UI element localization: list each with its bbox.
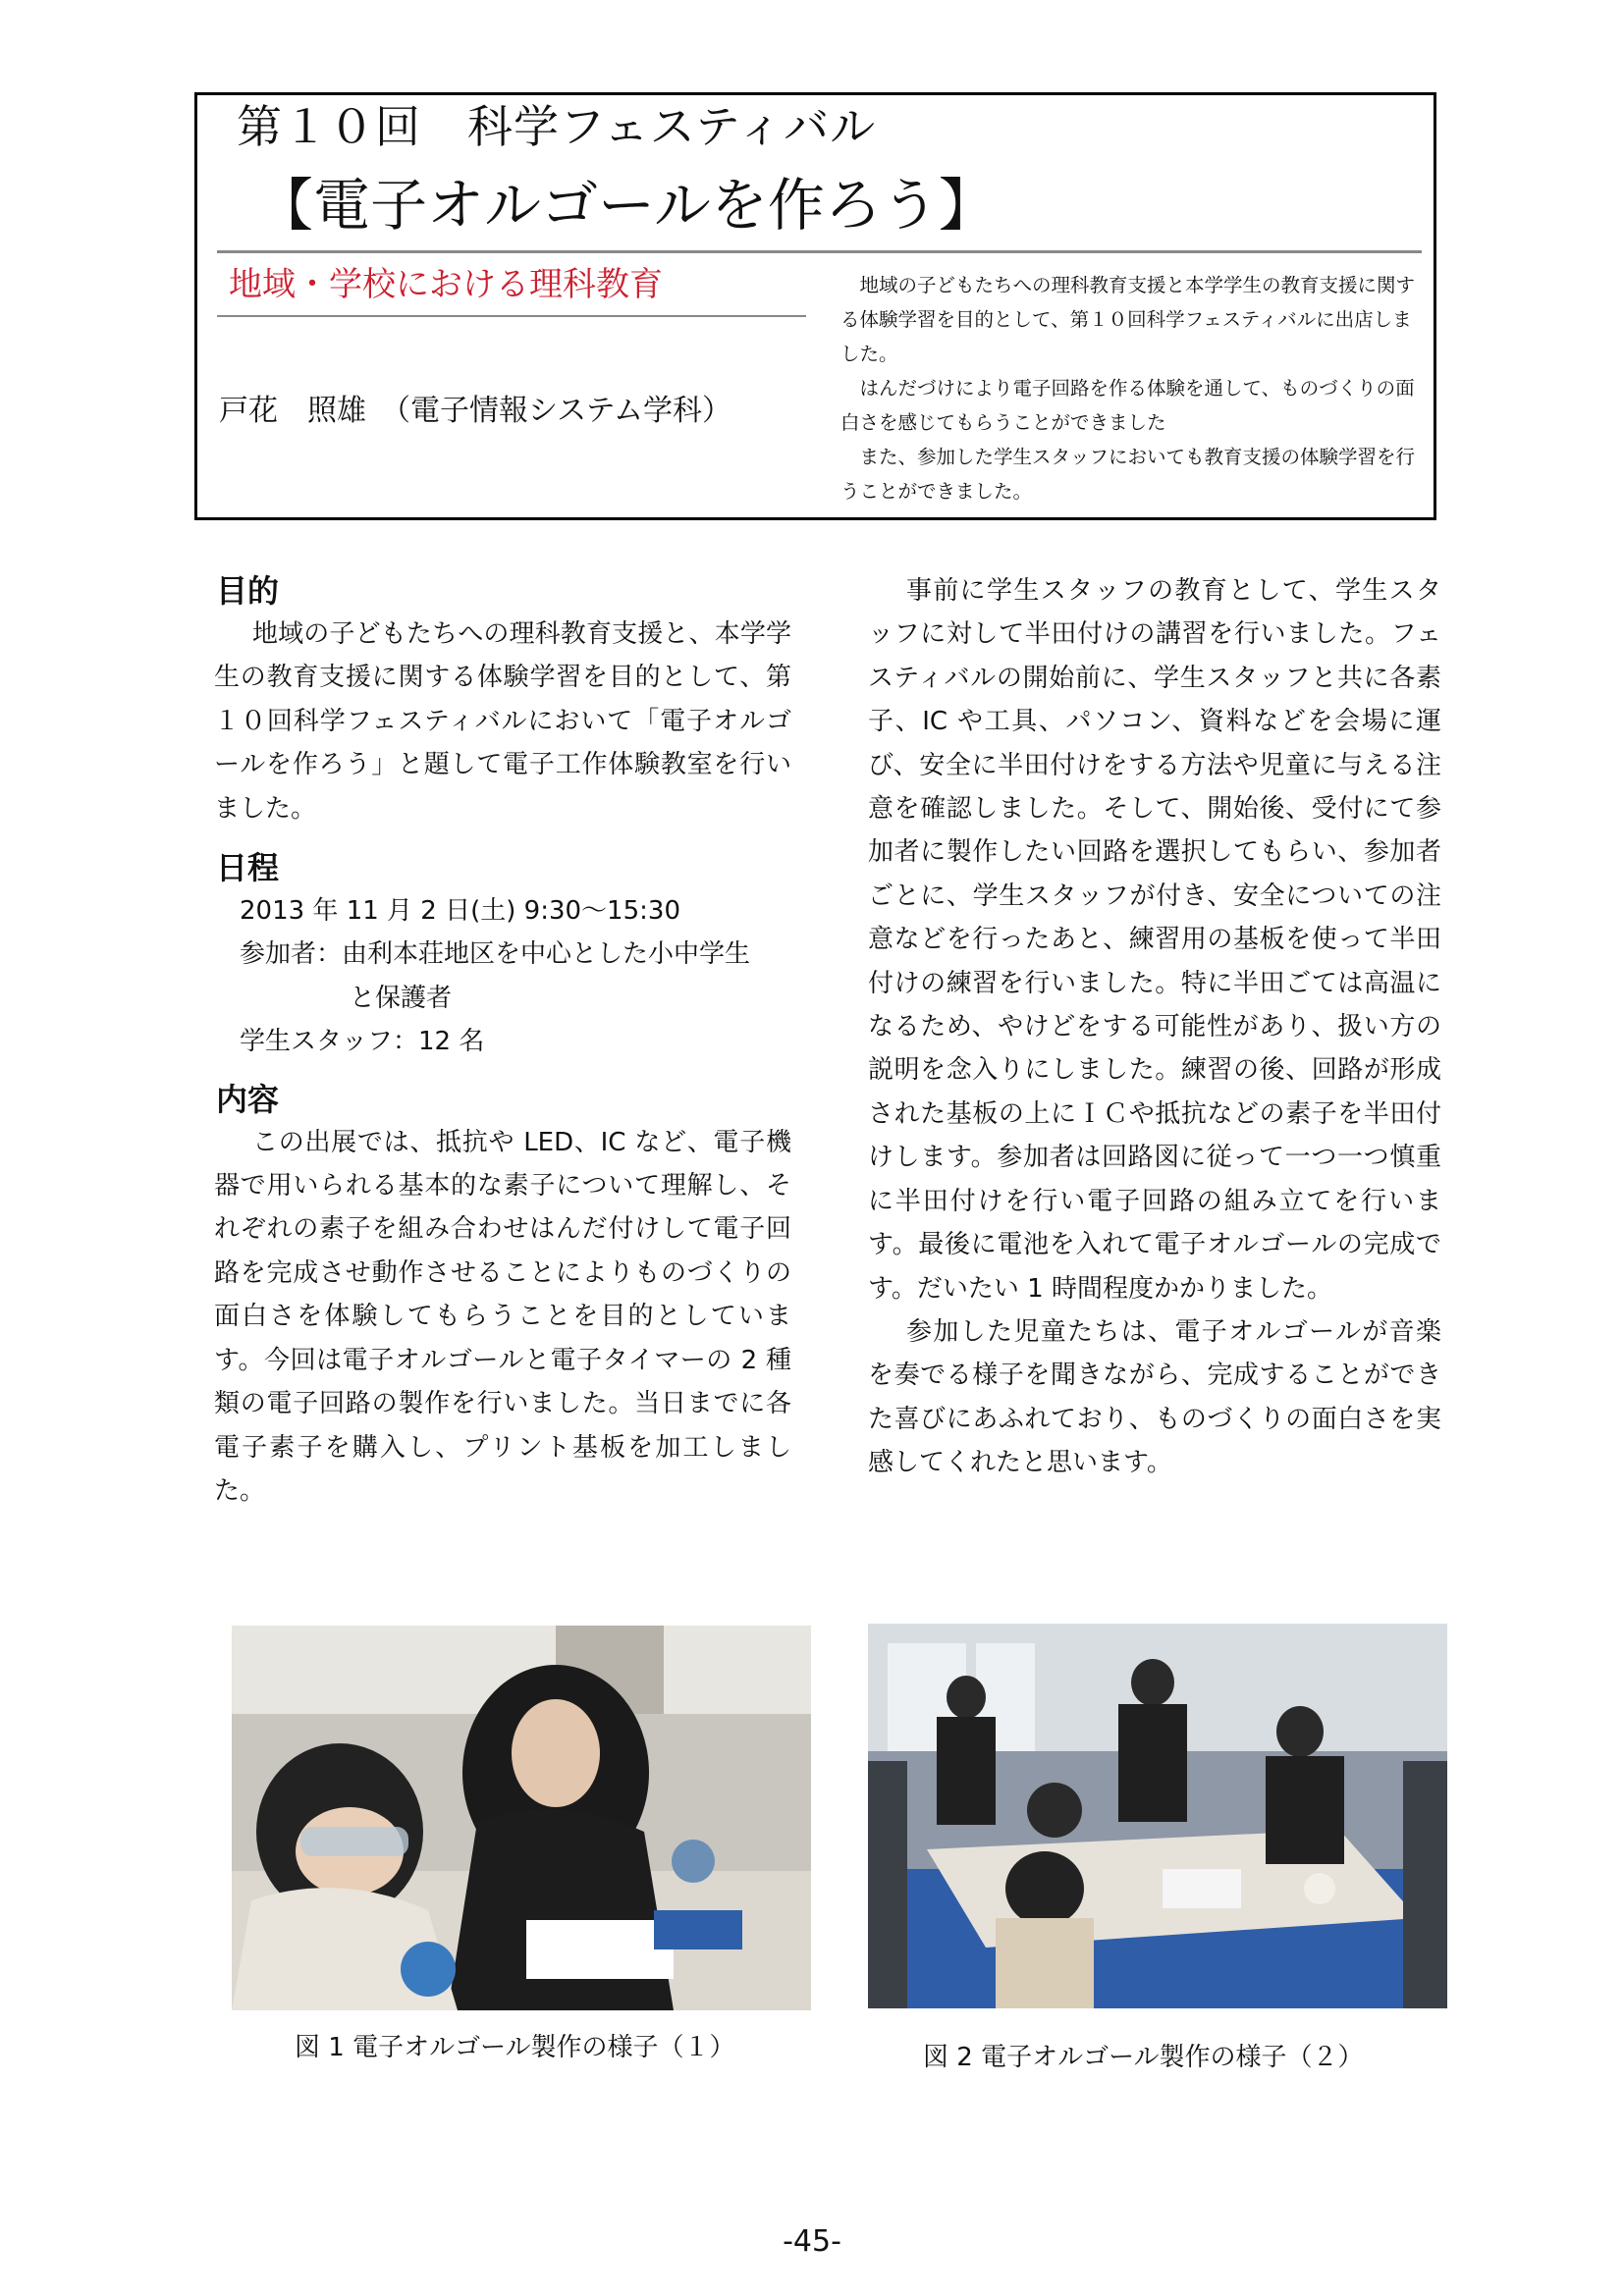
right-column	[868, 569, 1441, 1485]
content-heading: 内容	[216, 1080, 280, 1118]
header-box	[194, 92, 1436, 520]
author-line: 戸花 照雄 （電子情報システム学科）	[219, 394, 731, 428]
right-paragraph-2: 参加した児童たちは、電子オルゴールが音楽を奏でる様子を聞きながら、完成することができた喜びにあふれており、ものづくりの面白さを実感してくれたと思います。	[868, 1316, 1441, 1478]
page-number: -45-	[783, 2224, 841, 2259]
topic-label: 地域・学校における理科教育	[229, 265, 663, 304]
festival-title: 第１０回 科学フェスティバル	[237, 100, 877, 153]
abstract-paragraph-1: 地域の子どもたちへの理科教育支援と本学学生の教育支援に関する体験学習を目的として、第１０回科学フェスティバルに出店しました。	[840, 274, 1416, 365]
purpose-text: 地域の子どもたちへの理科教育支援と、本学学生の教育支援に関する体験学習を目的として、第１０回科学フェスティバルにおいて「電子オルゴールを作ろう」と題して電子工作体験教室を行いました。	[214, 619, 791, 824]
figure-2-caption: 図 2 電子オルゴール製作の様子（２）	[923, 2043, 1364, 2072]
schedule-participants-cont: と保護者	[350, 983, 453, 1013]
purpose-heading: 目的	[216, 572, 280, 610]
schedule-date: 2013 年 11 月 2 日(土) 9:30～15:30	[240, 896, 680, 927]
schedule-participants: 参加者：由利本荘地区を中心とした小中学生	[240, 939, 751, 970]
abstract-paragraph-2: はんだづけにより電子回路を作る体験を通して、ものづくりの面白さを感じてもらうことができました	[840, 377, 1415, 434]
content-text: この出展では、抵抗や LED、IC など、電子機器で用いられる基本的な素子について理解し、それぞれの素子を組み合わせはんだ付けして電子回路を完成させ動作させることによりものづくりの面白さを体験してもらうことを目的としています。今回は電子オルゴールと電子タイマーの 2 種類の電子回路の製作を行いました。当日までに各電子素子を購入し、プリント基板を加工しました。	[214, 1127, 791, 1506]
schedule-block	[214, 889, 791, 1064]
right-paragraph-1: 事前に学生スタッフの教育として、学生スタッフに対して半田付けの講習を行いました。フェスティバルの開始前に、学生スタッフと共に各素子、IC や工具、パソコン、資料などを会場に運び、安全に半田付けをする方法や児童に与える注意を確認しました。そして、開始後、受付にて参加者に製作したい回路を選択してもらい、参加者ごとに、学生スタッフが付き、安全についての注意などを行ったあと、練習用の基板を使って半田付けの練習を行いました。特に半田ごては高温になるため、やけどをする可能性があり、扱い方の説明を念入りにしました。練習の後、回路が形成された基板の上にＩＣや抵抗などの素子を半田付けします。参加者は回路図に従って一つ一つ慎重に半田付けを行い電子回路の組み立てを行います。最後に電池を入れて電子オルゴールの完成です。だいたい 1 時間程度かかりました。	[868, 576, 1441, 1304]
schedule-heading: 日程	[216, 849, 280, 887]
abstract	[840, 268, 1415, 508]
figure-1-photo	[232, 1626, 811, 2010]
topic-divider	[217, 315, 806, 317]
schedule-staff: 学生スタッフ：12 名	[240, 1027, 485, 1057]
left-column	[214, 569, 791, 1513]
abstract-paragraph-3: また、参加した学生スタッフにおいても教育支援の体験学習を行うことができました。	[840, 446, 1416, 503]
figure-1-caption: 図 1 電子オルゴール製作の様子（１）	[295, 2033, 735, 2062]
title-divider	[217, 250, 1422, 253]
figure-2-photo	[868, 1624, 1447, 2008]
page-title: 【電子オルゴールを作ろう】	[256, 172, 996, 239]
